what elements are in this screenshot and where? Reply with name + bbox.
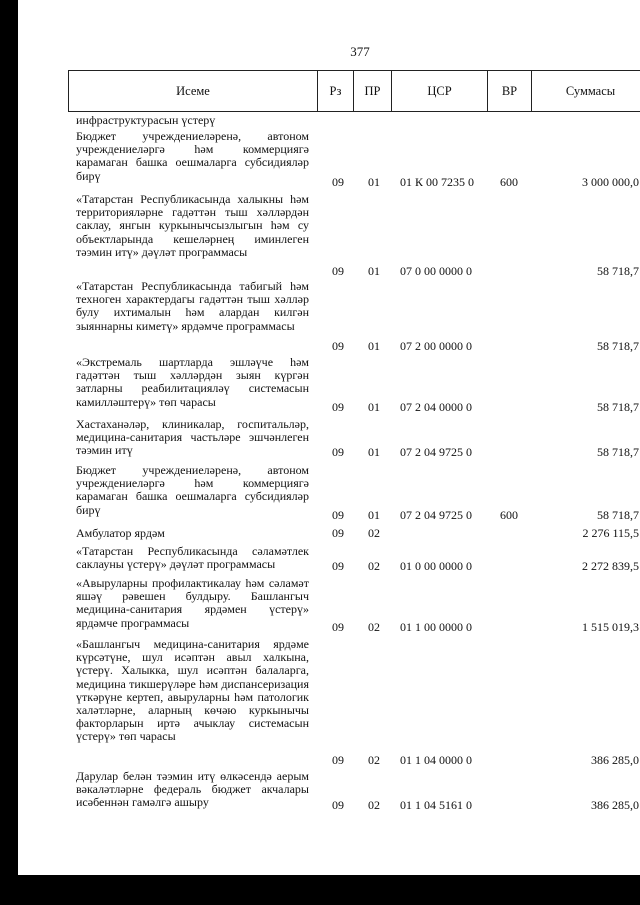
table-row [0, 577, 640, 633]
row-name: «Татарстан Республикасында халыкны һәм территорияләрне гадәттән тыш хәлләрдән саклау, янгын куркынычсызлыгын һәм су объектларында кешеләрнең иминлеген тәэмин итү» дәүләт программасы [76, 192, 309, 259]
row-name: инфраструктурасын үстерү [76, 113, 216, 127]
row-vr: 600 [500, 175, 518, 189]
row-sum: 58 718,7 [597, 508, 639, 522]
row-rz: 09 [332, 445, 344, 459]
row-name: «Татарстан Республикасында сәламәтлек саклауны үстерү» дәүләт программасы [76, 544, 309, 572]
table-row [0, 638, 640, 766]
table-header [68, 70, 640, 112]
row-csr: 07 2 04 9725 0 [400, 445, 472, 459]
row-rz: 09 [332, 508, 344, 522]
row-pr: 02 [368, 798, 380, 812]
row-name: Амбулатор ярдәм [76, 526, 165, 540]
table-row [0, 527, 640, 541]
row-sum: 386 285,0 [591, 798, 639, 812]
row-sum: 2 272 839,5 [582, 559, 639, 573]
row-rz: 09 [332, 559, 344, 573]
row-csr: 01 1 04 0000 0 [400, 753, 472, 767]
row-rz: 09 [332, 620, 344, 634]
row-sum: 58 718,7 [597, 445, 639, 459]
row-csr: 01 0 00 0000 0 [400, 559, 472, 573]
header-rz: Рз [318, 71, 354, 111]
row-sum: 58 718,7 [597, 264, 639, 278]
table-row [0, 545, 640, 573]
row-sum: 1 515 019,3 [582, 620, 639, 634]
row-csr: 07 2 04 0000 0 [400, 400, 472, 414]
row-pr: 02 [368, 753, 380, 767]
row-name: «Башлангыч медицина-санитария ярдәме күрсәтүне, шул исәптән авыл халкына, үстерү. Халыкка, шул исәптән балаларга, медицина тикшерүләре һәм диспансеризация үткәрүне кертеп, авыруларны һәм патологик халәтләрне, аларның көчәю куркынычы факторларын иртә ачыклау системасын үстерү» төп чарасы [76, 637, 309, 744]
row-name: «Экстремаль шартларда эшләүче һәм гадәттән тыш хәлләрдән зыян күргән затларны реабилитацияләү системасын камилләштерү» төп чарасы [76, 355, 309, 409]
row-vr: 600 [500, 508, 518, 522]
row-csr: 01 1 00 0000 0 [400, 620, 472, 634]
row-pr: 01 [368, 264, 380, 278]
header-name: Исеме [69, 71, 318, 111]
table-row [0, 464, 640, 520]
table-row [0, 356, 640, 413]
row-name: Бюджет учреждениеләренә, автоном учреждениеләргә һәм коммерциягә карамаган башка оешмаларга субсидияләр бирү [76, 463, 309, 517]
row-sum: 58 718,7 [597, 339, 639, 353]
row-pr: 01 [368, 508, 380, 522]
row-name: «Авыруларны профилактикалау һәм сәламәт яшәү рәвешен булдыру. Башлангыч медицина-санитария ярдәмен үстерү» ярдәмче программасы [76, 576, 309, 630]
header-sum: Суммасы [565, 84, 616, 98]
header-csr: ЦСР [392, 71, 488, 111]
row-name: Бюджет учреждениеләренә, автоном учреждениеләргә һәм коммерциягә карамаган башка оешмаларга субсидияләр бирү [76, 129, 309, 183]
row-rz: 09 [332, 753, 344, 767]
header-pr: ПР [354, 71, 392, 111]
row-name: Хастаханәләр, клиникалар, госпитальләр, медицина-санитария частьләре эшчәнлеген тәэмин итү [76, 417, 309, 458]
row-pr: 01 [368, 175, 380, 189]
row-pr: 01 [368, 339, 380, 353]
row-rz: 09 [332, 264, 344, 278]
row-rz: 09 [332, 798, 344, 812]
row-sum: 386 285,0 [591, 753, 639, 767]
row-csr: 07 0 00 0000 0 [400, 264, 472, 278]
row-sum: 2 276 115,5 [582, 526, 639, 540]
table-row [0, 418, 640, 458]
row-rz: 09 [332, 339, 344, 353]
row-rz: 09 [332, 400, 344, 414]
row-csr: 07 2 00 0000 0 [400, 339, 472, 353]
row-pr: 02 [368, 526, 380, 540]
table-row [0, 192, 640, 278]
table-row [0, 279, 640, 353]
table-row [0, 129, 640, 189]
row-name: «Татарстан Республикасында табигый һәм техноген характердагы гадәттән тыш хәлләр булу ихтималын һәм алардан килгән зыяннарны киметү» ярдәмче программасы [76, 279, 309, 333]
row-rz: 09 [332, 175, 344, 189]
table-row [0, 114, 640, 128]
row-pr: 01 [368, 445, 380, 459]
scan-bottom-border [0, 875, 640, 905]
row-pr: 01 [368, 400, 380, 414]
page-number: 377 [350, 44, 370, 59]
row-pr: 02 [368, 559, 380, 573]
header-vr: ВР [488, 71, 532, 111]
row-name: Дарулар белән тәэмин итү өлкәсендә аерым вәкаләтләрне федераль бюджет акчалары исәбеннән гамәлгә ашыру [76, 769, 309, 810]
row-sum: 3 000 000,0 [582, 175, 639, 189]
table-row [0, 770, 640, 812]
row-sum: 58 718,7 [597, 400, 639, 414]
row-csr: 01 К 00 7235 0 [400, 175, 475, 189]
row-rz: 09 [332, 526, 344, 540]
row-csr: 01 1 04 5161 0 [400, 798, 472, 812]
row-csr: 07 2 04 9725 0 [400, 508, 472, 522]
row-pr: 02 [368, 620, 380, 634]
